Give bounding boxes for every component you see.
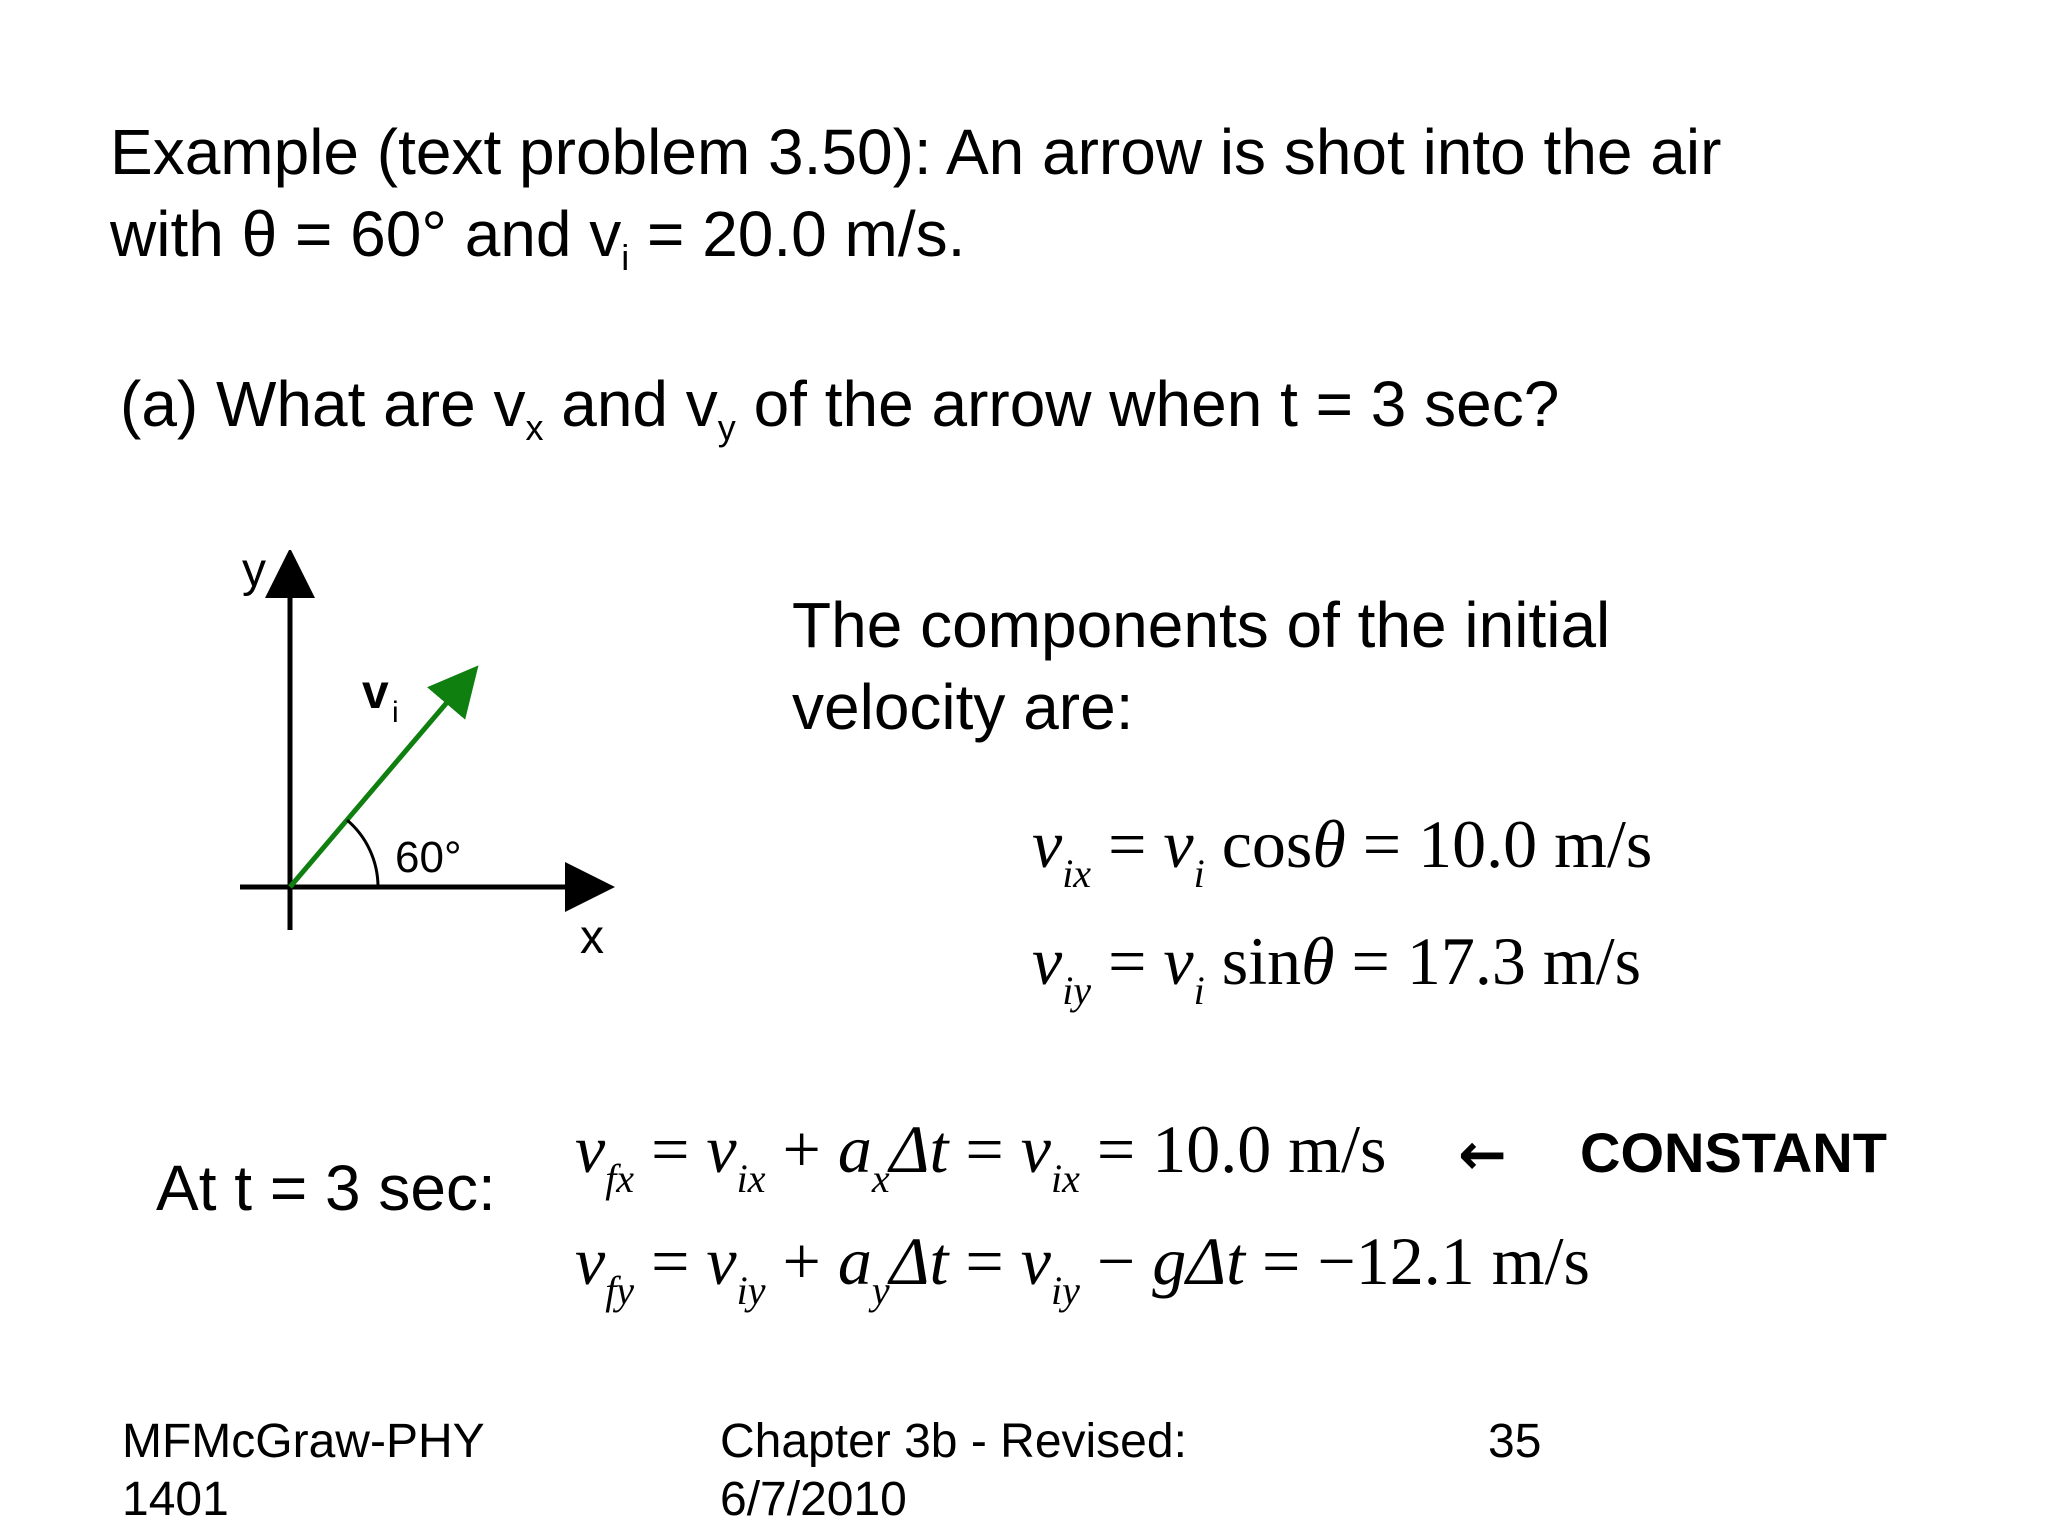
- eq-vfx-vix2-sub: ix: [1050, 1156, 1080, 1201]
- eq-vix-sub: ix: [1062, 851, 1092, 896]
- eq-vix-vi: v: [1163, 806, 1194, 882]
- question-a: [120, 364, 1559, 446]
- eq-vix-theta: θ: [1312, 806, 1346, 882]
- eq-vfx-v: v: [575, 1111, 606, 1187]
- eq-viy-sin: sin: [1204, 923, 1302, 999]
- eq-vix-vi-sub: i: [1193, 851, 1205, 896]
- eq-vfx-eq2: =: [948, 1111, 1021, 1187]
- equation-vix: [1032, 805, 1653, 896]
- footer-center: Chapter 3b - Revised: 6/7/2010: [720, 1415, 1187, 1526]
- eq-vfy-result: = −12.1 m/s: [1245, 1223, 1590, 1299]
- footer-page-number: 35: [1488, 1415, 1542, 1468]
- eq-viy-vi-sub: i: [1193, 968, 1205, 1013]
- constant-arrow-icon: ←: [1458, 1120, 1507, 1188]
- eq-vfx-vix: v: [706, 1111, 737, 1187]
- problem-statement: [110, 112, 1721, 276]
- eq-vfx-vix-sub: ix: [736, 1156, 766, 1201]
- eq-vix-cos: cos: [1204, 806, 1313, 882]
- eq-vfy-viy2: v: [1020, 1223, 1051, 1299]
- problem-line-2-text: with θ = 60° and v: [110, 197, 622, 270]
- eq-vfx-a: a: [837, 1111, 872, 1187]
- angle-arc: [347, 820, 378, 887]
- vi-subscript: i: [621, 236, 630, 278]
- eq-viy-equals: =: [1091, 923, 1164, 999]
- components-line-1: The components of the initial: [792, 589, 1611, 661]
- equation-viy: [1032, 922, 1642, 1013]
- eq-vfy-sub: fy: [605, 1268, 635, 1313]
- components-line-2: velocity are:: [792, 671, 1134, 743]
- eq-viy-vi: v: [1163, 923, 1194, 999]
- eq-vfy-a: a: [837, 1223, 872, 1299]
- eq-vix-result: = 10.0 m/s: [1345, 806, 1653, 882]
- equation-vfy: [575, 1222, 1590, 1313]
- eq-vfy-viy-sub: iy: [736, 1268, 766, 1313]
- eq-vfy-a-sub: y: [871, 1268, 890, 1313]
- eq-viy-result: = 17.3 m/s: [1334, 923, 1642, 999]
- y-axis-label: y: [242, 550, 266, 597]
- problem-line-2: [110, 194, 1721, 276]
- eq-vfy-minus: −: [1079, 1223, 1153, 1299]
- eq-vfx-sub: fx: [605, 1156, 635, 1201]
- at-time-label: At t = 3 sec:: [156, 1152, 496, 1224]
- constant-label: CONSTANT: [1580, 1121, 1887, 1184]
- eq-vfx-dt: Δt: [889, 1111, 949, 1187]
- eq-vfy-dt: Δt: [889, 1223, 949, 1299]
- question-text-3: of the arrow when t = 3 sec?: [735, 368, 1560, 440]
- velocity-diagram: [220, 550, 640, 980]
- components-intro: [792, 584, 1610, 748]
- question-sub-x: x: [525, 407, 544, 448]
- eq-vfy-eq2: =: [948, 1223, 1021, 1299]
- footer-left: MFMcGraw-PHY 1401: [122, 1415, 484, 1526]
- vector-label-sub: i: [392, 696, 399, 729]
- eq-vfx-eq1: =: [634, 1111, 707, 1187]
- eq-viy-theta: θ: [1301, 923, 1335, 999]
- angle-label: 60°: [395, 833, 462, 882]
- eq-viy-v: v: [1032, 923, 1063, 999]
- eq-vix-equals: =: [1091, 806, 1164, 882]
- equation-vfx: [575, 1110, 1387, 1201]
- eq-vfy-eq1: =: [634, 1223, 707, 1299]
- question-text-2: and v: [543, 368, 718, 440]
- eq-vfx-result: = 10.0 m/s: [1079, 1111, 1387, 1187]
- eq-vfx-a-sub: x: [871, 1156, 890, 1201]
- eq-vfx-vix2: v: [1020, 1111, 1051, 1187]
- eq-viy-sub: iy: [1062, 968, 1092, 1013]
- eq-vfx-plus: +: [765, 1111, 838, 1187]
- question-sub-y: y: [717, 407, 736, 448]
- eq-vix-v: v: [1032, 806, 1063, 882]
- eq-vfy-viy: v: [706, 1223, 737, 1299]
- problem-line-1: Example (text problem 3.50): An arrow is shot into the air: [110, 116, 1722, 188]
- eq-vfy-gdt: gΔt: [1152, 1223, 1246, 1299]
- x-axis-label: x: [580, 911, 604, 964]
- eq-vfy-plus: +: [765, 1223, 838, 1299]
- problem-line-2-tail: = 20.0 m/s.: [629, 197, 966, 270]
- vector-label: v: [362, 666, 389, 719]
- eq-vfy-v: v: [575, 1223, 606, 1299]
- eq-vfy-viy2-sub: iy: [1050, 1268, 1080, 1313]
- question-text-1: (a) What are v: [120, 368, 526, 440]
